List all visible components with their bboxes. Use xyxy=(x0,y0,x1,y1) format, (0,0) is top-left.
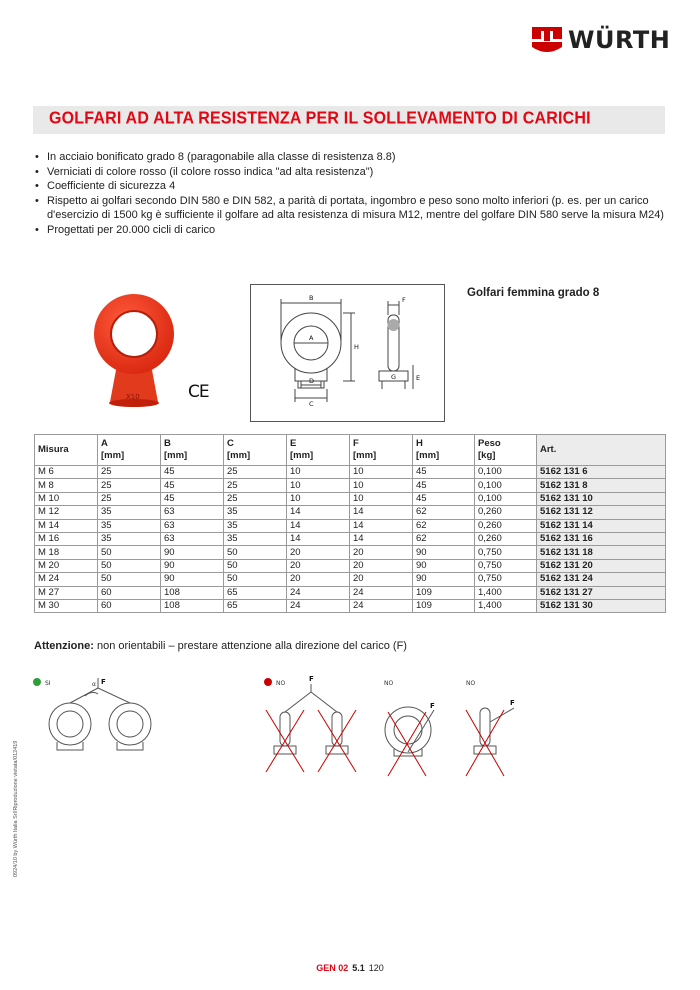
table-cell: 0,100 xyxy=(475,479,537,492)
table-cell: 20 xyxy=(350,559,413,572)
table-row xyxy=(35,599,666,612)
table-cell: 0,750 xyxy=(475,546,537,559)
section-title: Golfari femmina grado 8 xyxy=(467,287,600,299)
table-cell: 25 xyxy=(98,479,161,492)
table-cell: 14 xyxy=(287,519,350,532)
feature-item: • Coefficiente di sicurezza 4 xyxy=(34,179,664,194)
table-cell: 35 xyxy=(224,519,287,532)
table-cell: 63 xyxy=(161,506,224,519)
table-cell: 90 xyxy=(413,573,475,586)
table-row xyxy=(35,519,666,532)
table-cell: M 10 xyxy=(35,492,98,505)
table-cell: 45 xyxy=(161,492,224,505)
article-number-cell: 5162 131 14 xyxy=(537,519,666,532)
svg-text:X10: X10 xyxy=(126,393,140,401)
table-cell: 20 xyxy=(287,573,350,586)
table-cell: 35 xyxy=(224,506,287,519)
table-cell: M 27 xyxy=(35,586,98,599)
table-cell: 35 xyxy=(224,532,287,545)
table-cell: 45 xyxy=(413,466,475,479)
article-number-cell: 5162 131 18 xyxy=(537,546,666,559)
table-row xyxy=(35,479,666,492)
force-label: F xyxy=(430,702,435,710)
table-row xyxy=(35,559,666,572)
dim-label-f: F xyxy=(402,296,406,304)
table-cell: 24 xyxy=(287,599,350,612)
table-cell: 109 xyxy=(413,586,475,599)
table-cell: 90 xyxy=(161,559,224,572)
table-cell: 63 xyxy=(161,532,224,545)
table-cell: 90 xyxy=(413,559,475,572)
article-number-cell: 5162 131 16 xyxy=(537,532,666,545)
table-cell: 50 xyxy=(224,559,287,572)
no-label: NO xyxy=(276,680,286,687)
table-row xyxy=(35,492,666,505)
usage-diagram-wrong-side xyxy=(378,672,448,782)
table-cell: 0,100 xyxy=(475,492,537,505)
table-cell: 60 xyxy=(98,599,161,612)
si-label: SI xyxy=(45,680,51,687)
table-cell: 14 xyxy=(350,506,413,519)
page-number: 120 xyxy=(368,963,384,973)
table-cell: 24 xyxy=(350,586,413,599)
dim-label-c: C xyxy=(309,400,314,408)
no-label: NO xyxy=(384,680,394,687)
table-cell: 45 xyxy=(413,479,475,492)
table-cell: 14 xyxy=(287,532,350,545)
table-cell: 50 xyxy=(98,546,161,559)
column-header: B [mm] xyxy=(161,435,224,466)
feature-item: • Rispetto ai golfari secondo DIN 580 e DIN 582, a parità di portata, ingombro e peso sono molto inferiori (p. es. per un carico d'esercizio di 1500 kg è sufficiente il golfare ad alta resistenza di misura M12, mentre del golfare DIN 580 serve la misura M24) xyxy=(34,194,664,223)
attention-note xyxy=(34,640,407,652)
table-cell: 1,400 xyxy=(475,599,537,612)
table-row xyxy=(35,573,666,586)
usage-diagram-wrong-lateral xyxy=(458,672,528,782)
wurth-logo xyxy=(532,26,670,54)
column-header: Art. xyxy=(537,435,666,466)
table-cell: M 6 xyxy=(35,466,98,479)
table-cell: 60 xyxy=(98,586,161,599)
table-cell: 62 xyxy=(413,506,475,519)
table-cell: 90 xyxy=(161,573,224,586)
table-cell: 45 xyxy=(161,466,224,479)
feature-list xyxy=(34,150,664,237)
column-header: Misura xyxy=(35,435,98,466)
table-cell: 10 xyxy=(287,466,350,479)
dim-label-e: E xyxy=(416,374,421,382)
table-cell: M 16 xyxy=(35,532,98,545)
table-cell: 20 xyxy=(350,546,413,559)
table-cell: 14 xyxy=(287,506,350,519)
column-header: F [mm] xyxy=(350,435,413,466)
table-cell: 10 xyxy=(350,479,413,492)
table-cell: 62 xyxy=(413,532,475,545)
table-cell: 0,260 xyxy=(475,519,537,532)
wurth-logo-icon xyxy=(532,27,562,53)
page-title: GOLFARI AD ALTA RESISTENZA PER IL SOLLEVAMENTO DI CARICHI xyxy=(49,109,591,129)
table-cell: 0,750 xyxy=(475,573,537,586)
table-cell: 10 xyxy=(287,492,350,505)
ce-mark: CE xyxy=(188,382,209,402)
table-cell: 63 xyxy=(161,519,224,532)
attention-text: non orientabili – prestare attenzione alla direzione del carico (F) xyxy=(96,640,407,652)
article-number-cell: 5162 131 8 xyxy=(537,479,666,492)
table-row xyxy=(35,506,666,519)
angle-label: α xyxy=(92,681,96,688)
brand-name: WÜRTH xyxy=(568,26,671,54)
eye-nut-photo xyxy=(88,286,180,408)
force-label: F xyxy=(101,678,106,686)
table-row xyxy=(35,546,666,559)
table-cell: 35 xyxy=(98,532,161,545)
table-cell: M 18 xyxy=(35,546,98,559)
table-cell: 20 xyxy=(350,573,413,586)
table-row xyxy=(35,532,666,545)
column-header: H [mm] xyxy=(413,435,475,466)
table-cell: 25 xyxy=(224,479,287,492)
page-footer xyxy=(0,963,700,973)
feature-item: • Progettati per 20.000 cicli di carico xyxy=(34,223,664,238)
table-header-row xyxy=(35,435,666,466)
dim-label-d: D xyxy=(309,377,315,385)
column-header: A [mm] xyxy=(98,435,161,466)
dim-label-g: G xyxy=(391,373,397,381)
table-cell: 10 xyxy=(350,466,413,479)
table-cell: 25 xyxy=(98,492,161,505)
table-cell: M 20 xyxy=(35,559,98,572)
article-number-cell: 5162 131 20 xyxy=(537,559,666,572)
dim-label-a: A xyxy=(309,334,314,342)
table-cell: 20 xyxy=(287,559,350,572)
table-cell: 35 xyxy=(98,506,161,519)
table-cell: 0,100 xyxy=(475,466,537,479)
column-header: C [mm] xyxy=(224,435,287,466)
force-label: F xyxy=(309,675,314,683)
table-cell: 35 xyxy=(98,519,161,532)
section-number: 5.1 xyxy=(352,963,365,973)
table-cell: 20 xyxy=(287,546,350,559)
table-cell: 62 xyxy=(413,519,475,532)
spec-table xyxy=(34,434,666,613)
table-row xyxy=(35,586,666,599)
table-cell: 1,400 xyxy=(475,586,537,599)
side-copyright-note: 0924/10 by Würth Italia Srl/Riproduzione vietata/012419 xyxy=(13,740,19,877)
catalog-code: GEN 02 xyxy=(316,963,349,973)
green-dot-icon xyxy=(33,678,41,686)
article-number-cell: 5162 131 30 xyxy=(537,599,666,612)
dim-label-h: H xyxy=(354,343,359,351)
force-label: F xyxy=(510,699,515,707)
article-number-cell: 5162 131 10 xyxy=(537,492,666,505)
article-number-cell: 5162 131 27 xyxy=(537,586,666,599)
table-cell: 65 xyxy=(224,599,287,612)
table-cell: 24 xyxy=(287,586,350,599)
table-cell: 50 xyxy=(224,573,287,586)
usage-diagram-wrong-pair xyxy=(258,672,368,782)
no-label: NO xyxy=(466,680,476,687)
table-cell: M 14 xyxy=(35,519,98,532)
table-cell: 24 xyxy=(350,599,413,612)
table-cell: 14 xyxy=(350,532,413,545)
table-cell: 0,260 xyxy=(475,506,537,519)
table-cell: M 24 xyxy=(35,573,98,586)
table-row xyxy=(35,466,666,479)
article-number-cell: 5162 131 12 xyxy=(537,506,666,519)
feature-item: • Verniciati di colore rosso (il colore rosso indica "ad alta resistenza") xyxy=(34,165,664,180)
table-cell: 25 xyxy=(224,492,287,505)
dimension-drawing xyxy=(251,285,444,421)
table-cell: 109 xyxy=(413,599,475,612)
table-cell: 65 xyxy=(224,586,287,599)
table-cell: 14 xyxy=(350,519,413,532)
dim-label-b: B xyxy=(309,294,314,302)
table-cell: M 12 xyxy=(35,506,98,519)
table-cell: 0,750 xyxy=(475,559,537,572)
feature-item: • In acciaio bonificato grado 8 (paragonabile alla classe di resistenza 8.8) xyxy=(34,150,664,165)
table-cell: M 30 xyxy=(35,599,98,612)
article-number-cell: 5162 131 24 xyxy=(537,573,666,586)
table-cell: 50 xyxy=(224,546,287,559)
table-cell: 108 xyxy=(161,586,224,599)
title-bar xyxy=(33,106,665,134)
table-cell: 10 xyxy=(350,492,413,505)
table-cell: 108 xyxy=(161,599,224,612)
column-header: E [mm] xyxy=(287,435,350,466)
attention-label: Attenzione: xyxy=(34,640,94,652)
table-cell: 0,260 xyxy=(475,532,537,545)
table-cell: 25 xyxy=(224,466,287,479)
usage-diagram-correct xyxy=(30,672,170,764)
table-cell: 10 xyxy=(287,479,350,492)
table-cell: 25 xyxy=(98,466,161,479)
technical-drawing xyxy=(250,284,445,422)
table-cell: 50 xyxy=(98,559,161,572)
table-cell: 45 xyxy=(413,492,475,505)
column-header: Peso [kg] xyxy=(475,435,537,466)
table-cell: 90 xyxy=(161,546,224,559)
article-number-cell: 5162 131 6 xyxy=(537,466,666,479)
table-cell: 90 xyxy=(413,546,475,559)
table-cell: M 8 xyxy=(35,479,98,492)
table-cell: 45 xyxy=(161,479,224,492)
red-dot-icon xyxy=(264,678,272,686)
table-cell: 50 xyxy=(98,573,161,586)
